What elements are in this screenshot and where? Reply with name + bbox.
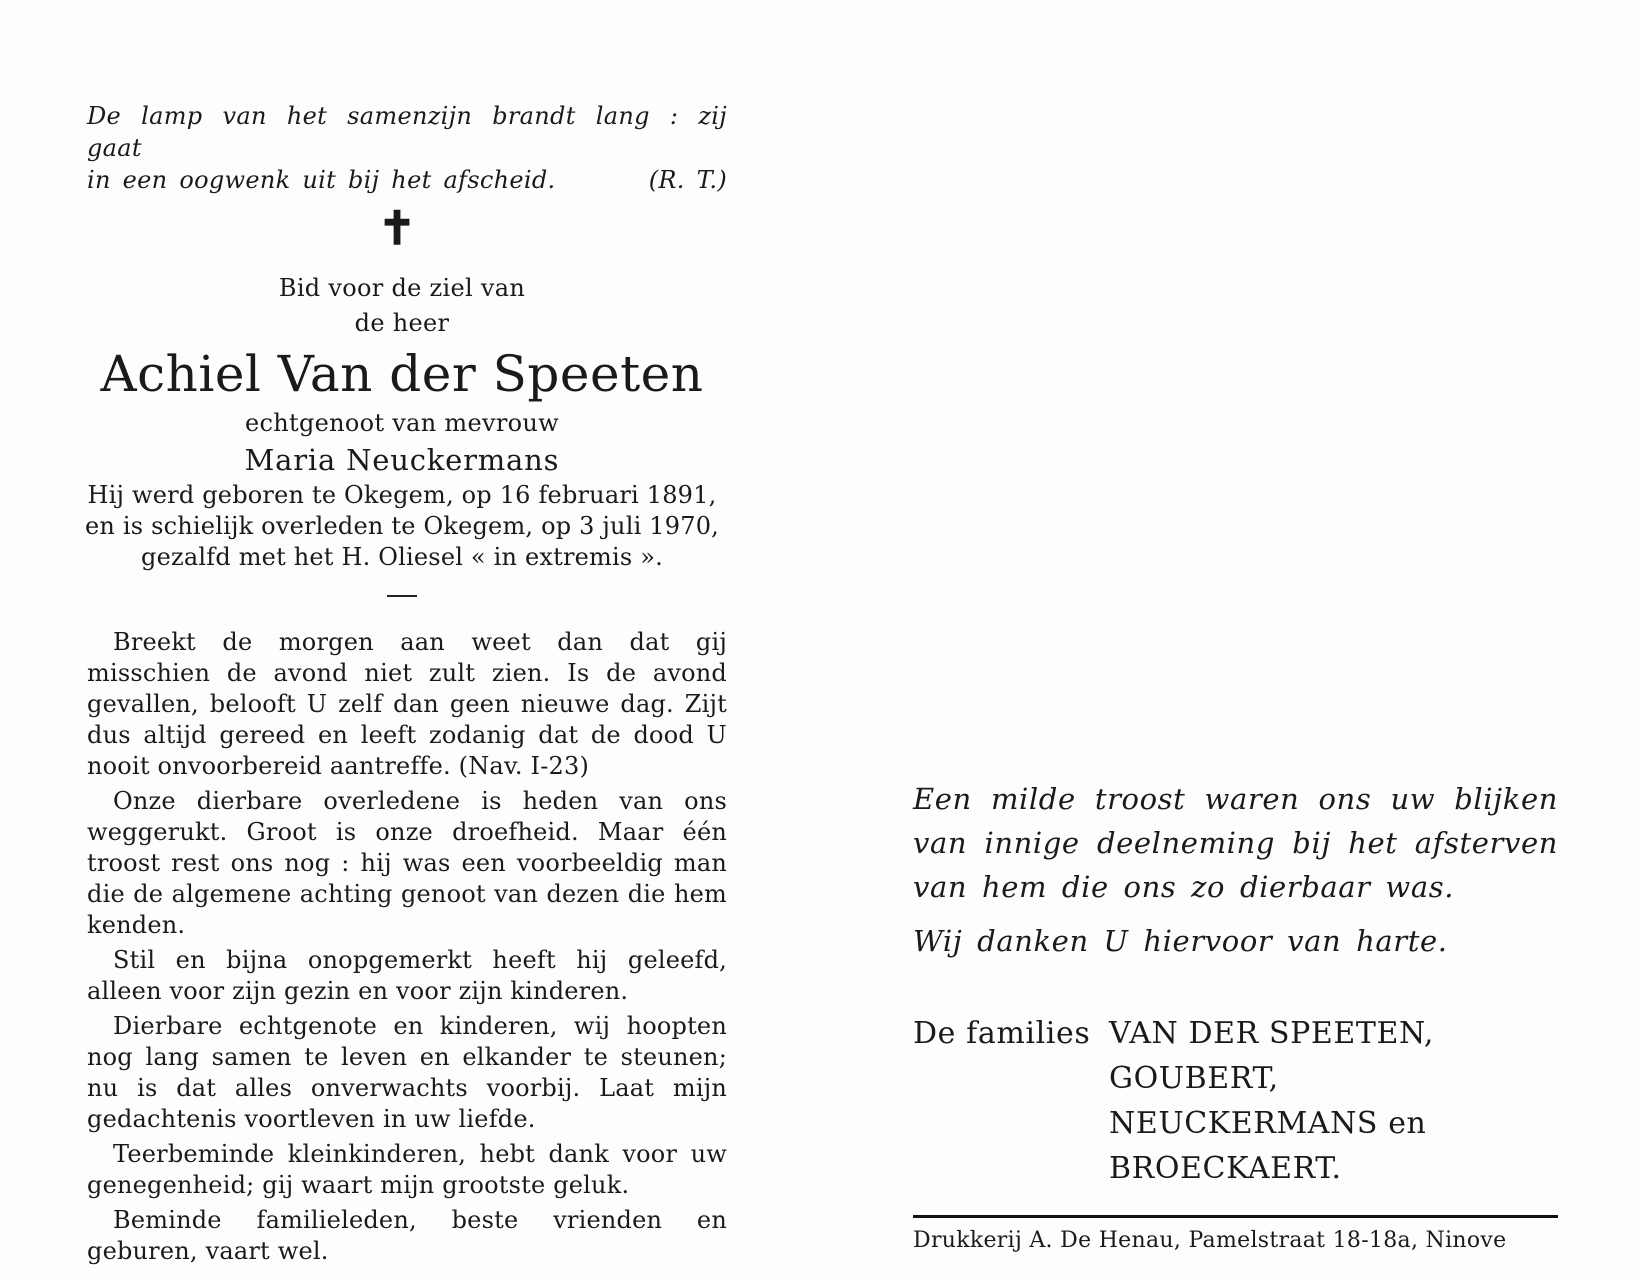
families-block xyxy=(913,1011,1558,1191)
bio-line-1: Hij werd geboren te Okegem, op 16 februari 1891, xyxy=(87,481,717,509)
epigraph xyxy=(87,100,727,196)
header-block xyxy=(77,270,727,573)
paragraph: Teerbeminde kleinkinderen, hebt dank voor uw genegenheid; gij waart mijn grootste geluk. xyxy=(87,1140,727,1199)
footer-rule xyxy=(913,1215,1558,1218)
bio-line-2: en is schielijk overleden te Okegem, op 3 juli 1970, xyxy=(85,512,719,540)
cross-icon: ✝ xyxy=(377,201,417,255)
epigraph-line-2: in een oogwenk uit bij het afscheid. xyxy=(87,166,556,194)
family-names xyxy=(1109,1011,1558,1191)
family-name: NEUCKERMANS en xyxy=(1109,1106,1427,1141)
divider xyxy=(387,595,417,597)
epigraph-line-1: De lamp van het samenzijn brandt lang : zij gaat xyxy=(87,102,727,162)
printer-credit: Drukkerij A. De Henau, Pamelstraat 18-18a, Ninove xyxy=(913,1228,1507,1253)
left-panel xyxy=(87,100,727,1271)
thanks-closing: Wij danken U hiervoor van harte. xyxy=(913,924,1448,958)
meditation-text xyxy=(87,627,727,1267)
thanks-text: Een milde troost waren ons uw blijken van innige deelneming bij het afsterven van hem die ons zo dierbaar was. xyxy=(913,782,1558,904)
family-name: VAN DER SPEETEN, xyxy=(1109,1016,1435,1051)
family-name: GOUBERT, xyxy=(1109,1061,1279,1096)
paragraph: Stil en bijna onopgemerkt heeft hij geleefd, alleen voor zijn gezin en voor zijn kinderen. xyxy=(87,946,727,1005)
spouse-label: echtgenoot van mevrouw xyxy=(245,409,559,437)
paragraph: Onze dierbare overledene is heden van ons weggerukt. Groot is onze droefheid. Maar één troost rest ons nog : hij was een voorbeeldig man die de algemene achting genoot van dezen die hem kenden. xyxy=(87,787,727,939)
prayer-line: Bid voor de ziel van xyxy=(278,274,526,302)
title-line: de heer xyxy=(354,309,450,337)
epigraph-attribution: (R. T.) xyxy=(648,166,727,194)
paragraph: Dierbare echtgenote en kinderen, wij hoopten nog lang samen te leven en elkander te steunen; nu is dat alles onverwachts voorbij. Laat mijn gedachtenis voortleven in uw liefde. xyxy=(87,1012,727,1133)
paragraph: Beminde familieleden, beste vrienden en geburen, vaart wel. xyxy=(87,1206,727,1265)
family-name: BROECKAERT. xyxy=(1109,1151,1342,1186)
spouse-name: Maria Neuckermans xyxy=(244,443,560,477)
right-panel xyxy=(913,777,1558,1191)
deceased-name: Achiel Van der Speeten xyxy=(100,345,704,403)
paragraph: Breekt de morgen aan weet dan dat gij misschien de avond niet zult zien. Is de avond gevallen, belooft U zelf dan geen nieuwe dag. Zijt dus altijd gereed en leeft zodanig dat de dood U nooit onvoorbereid aantreffe. (Nav. I-23) xyxy=(87,628,727,780)
bio-line-3: gezalfd met het H. Oliesel « in extremis ». xyxy=(141,543,663,571)
families-label: De families xyxy=(913,1016,1091,1051)
